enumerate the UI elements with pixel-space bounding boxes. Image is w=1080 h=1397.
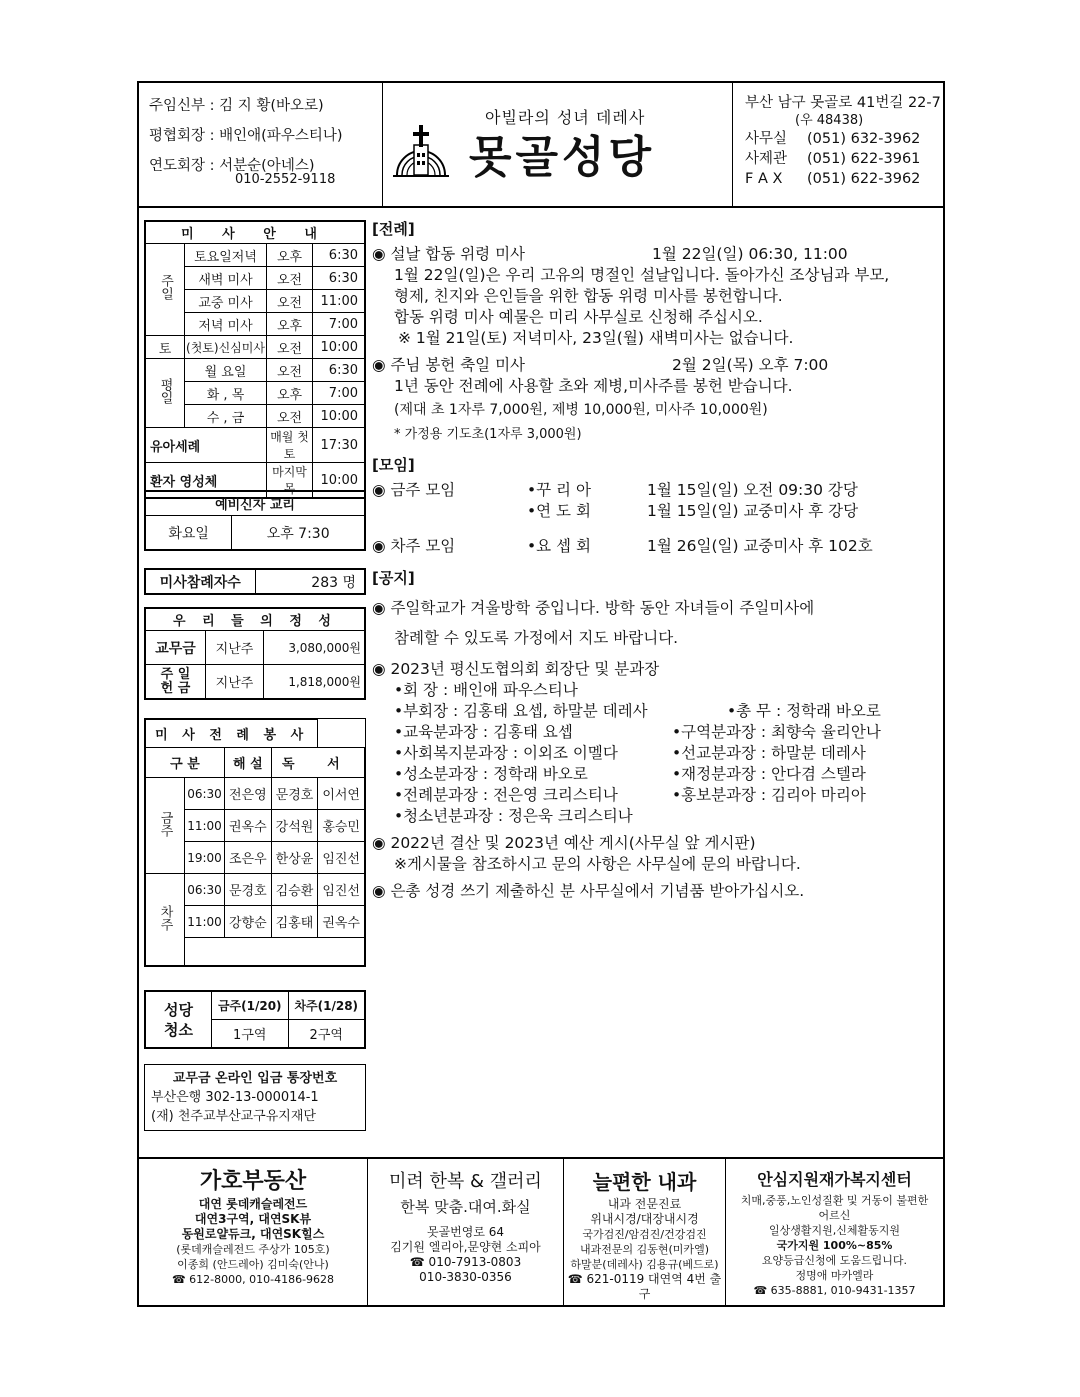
mass-name: 교중 미사 [185,290,267,313]
liturgy-heading: [전례] [372,220,415,238]
ad-line: 동원로얄듀크, 대연SK힐스 [181,1227,325,1241]
saturday-label: 토 [146,336,185,359]
mass-ampm: 오전 [267,405,313,428]
cleaning-next-week-head: 차주(1/28) [288,992,365,1020]
meeting-group: •꾸 리 아 [527,481,591,499]
catechumen-time: 오후 7:30 [232,516,365,550]
mass-ampm: 오후 [267,382,313,405]
item-title: ◉ 주님 봉헌 축일 미사 [372,356,526,374]
server-reader: 김승환 [271,874,318,906]
council-member: •성소분과장 : 정학래 바오로 [394,765,588,783]
meetings-heading: [모임] [372,456,415,474]
council-member: •부회장 : 김홍태 요셉, 하말분 데레사 [394,702,648,720]
ad-line: 어르신 [818,1209,851,1222]
mass-ampm: 오후 [267,313,313,336]
mass-time: 6:30 [313,359,365,382]
servers-title: 미 사 전 례 봉 사 [146,720,318,748]
notice-line: ◉ 주일학교가 겨울방학 중입니다. 방학 동안 자녀들이 주일미사에 [372,599,815,617]
item-date: 1월 22일(일) 06:30, 11:00 [652,245,848,263]
server-reader: 임진선 [318,874,365,906]
year-chair-phone: 010-2552-9118 [235,172,336,187]
patron-subtitle: 아빌라의 성녀 데레사 [485,108,646,127]
offering-period: 지난주 [206,631,264,665]
bulletin-frame [137,81,945,1307]
server-time: 11:00 [185,906,225,938]
ad-line: ☎ 635-8881, 010-9431-1357 [753,1284,916,1297]
ad-name: 가호부동산 [199,1169,307,1194]
this-week-meetings [372,480,942,528]
server-commentary: 문경호 [225,874,272,906]
ad-clinic [564,1159,726,1307]
ad-line: 못골번영로 64 [426,1225,505,1239]
server-reader: 권옥수 [318,906,365,938]
mass-time: 7:00 [313,313,365,336]
attendance-box [144,568,366,595]
council-member: •재정분과장 : 안다겸 스텔라 [672,765,866,783]
ad-line: 위내시경/대장내시경 [590,1212,699,1226]
empty-row [185,938,365,966]
bank-box [144,1064,366,1131]
address: 부산 남구 못골로 41번길 22-7 [745,95,941,111]
item-line: ※ 1월 21일(토) 저녁미사, 23일(월) 새벽미사는 없습니다. [398,329,794,347]
ad-realestate [139,1159,368,1307]
mass-name: 저녁 미사 [185,313,267,336]
ad-line: ☎ 612-8000, 010-4186-9628 [171,1273,335,1286]
council-member: •회 장 : 배인애 파우스티나 [394,681,578,699]
ad-line: 요양등급신청에 도움드립니다. [761,1254,908,1267]
server-time: 11:00 [185,810,225,842]
mass-ampm: 오전 [267,336,313,359]
next-week-label: 차주 [146,874,185,966]
meeting-group: •요 셉 회 [527,537,591,555]
mass-time: 7:00 [313,382,365,405]
server-commentary: 조은우 [225,842,272,874]
ad-line: 김기원 엘리아,문양현 소피아 [390,1240,541,1254]
mass-name: 화 , 목 [185,382,267,405]
offering-amount: 1,818,000원 [264,665,365,699]
server-reader: 한상윤 [271,842,318,874]
contact-info [733,83,943,206]
ad-name: 늘편한 내과 [592,1170,697,1194]
ad-care-center [726,1159,943,1307]
cleaning-box [144,990,366,1049]
main-content [372,215,942,902]
bank-title: 교무금 온라인 입금 통장번호 [172,1071,338,1086]
item-line: 1년 동안 전례에 사용할 초와 제병,미사주를 봉헌 받습니다. [394,377,793,395]
notice-line: ※게시물을 참조하시고 문의 사항은 사무실에 문의 바랍니다. [394,855,801,873]
weekday-label: 평일 [146,359,185,428]
notice-2 [372,659,942,827]
ads-footer [139,1157,943,1307]
meeting-when: 1월 15일(일) 교중미사 후 강당 [647,502,859,520]
servers-head: 독 서 [271,748,364,778]
ad-name: 미려 한복 & 갤러리 [389,1171,542,1192]
council-member: •구역분과장 : 최향숙 율리안나 [672,723,881,741]
mass-time: 10:00 [313,405,365,428]
servers-head: 구 분 [146,748,225,778]
offering-amount: 3,080,000원 [264,631,365,665]
servers-box [144,718,366,967]
item-date: 2월 2일(목) 오후 7:00 [672,356,829,374]
cleaning-label: 성당 청소 [146,992,212,1048]
ad-line: 대연 롯데캐슬레전드 [198,1197,308,1211]
item-line: (제대 초 1자루 7,000원, 제병 10,000원, 미사주 10,000원) [394,402,768,418]
server-time: 06:30 [185,778,225,810]
meeting-group: •연 도 회 [527,502,591,520]
sunday-label: 주일 [146,244,185,336]
meeting-when: 1월 15일(일) 오전 09:30 강당 [647,481,858,499]
item-line: * 가정용 기도초(1자루 3,000원) [394,427,582,442]
cleaning-next-week: 2구역 [288,1020,365,1048]
notice-title: ◉ 2023년 평신도협의회 회장단 및 분과장 [372,660,660,678]
mass-guide-title: 미 사 안 내 [146,222,365,244]
server-commentary: 전은영 [225,778,272,810]
item-line: 1월 22일(일)은 우리 고유의 명절인 설날입니다. 돌아가신 조상님과 부모, [394,266,890,284]
parish-title-block [383,83,733,206]
mass-time: 6:30 [313,244,365,267]
council-member: •사회복지분과장 : 이외조 이멜다 [394,744,618,762]
bulletin-header [139,83,943,208]
mass-time: 10:00 [313,336,365,359]
ad-line: 내과 전문진료 [607,1197,682,1211]
server-reader: 이서연 [318,778,365,810]
offering-name: 주 일 헌 금 [146,665,206,699]
notice-4: ◉ 은총 성경 쓰기 제출하신 분 사무실에서 기념품 받아가십시오. [372,882,805,900]
mass-ampm: 오후 [267,244,313,267]
sick-communion-when: 마지막 목 [267,463,313,498]
server-reader: 홍승민 [318,810,365,842]
bank-holder: (재) 천주교부산교구유지재단 [151,1109,316,1124]
ad-line: 정명애 마카엘라 [795,1269,874,1282]
mass-time: 6:30 [313,267,365,290]
mass-guide-box [144,220,366,499]
council-list [372,680,942,808]
mass-ampm: 오전 [267,290,313,313]
mass-name: 월 요일 [185,359,267,382]
church-logo-icon [393,123,449,179]
server-time: 06:30 [185,874,225,906]
ad-name: 안심지원재가복지센터 [757,1170,912,1189]
liturgy-item-1 [372,244,942,349]
council-member: •청소년분과장 : 정은욱 크리스티나 [394,807,633,825]
ad-line: 국가검진/암검진/건강검진 [582,1228,707,1241]
ad-line: 대연3구역, 대연SK뷰 [194,1212,312,1226]
pastor: 주임신부 : 김 지 황(바오로) [149,98,324,114]
ad-line: 하말분(데레사) 김용규(베드로) [570,1258,719,1271]
sick-communion-time: 10:00 [313,463,365,498]
attendance-value: 283 명 [255,570,365,594]
servers-head: 해 설 [225,748,272,778]
contact-office: 사무실 (051) 632-3962 [745,131,921,147]
council-chair: 평협회장 : 배인애(파우스티나) [149,128,343,144]
mass-ampm: 오전 [267,267,313,290]
meeting-when: 1월 26일(일) 교중미사 후 102호 [647,537,873,555]
ad-line: 이종희 (안드레아) 김미숙(안나) [177,1258,329,1271]
notice-line: 참례할 수 있도록 가정에서 지도 바랍니다. [394,629,679,647]
parish-name: 못골성당 [469,132,656,183]
meeting-label: ◉ 차주 모임 [372,537,456,555]
notices-heading: [공지] [372,569,415,587]
contact-rectory: 사제관 (051) 622-3961 [745,151,921,167]
catechumen-day: 화요일 [146,516,232,550]
ad-line: 010-3830-0356 [419,1270,512,1284]
offering-title: 우 리 들 의 정 성 [146,609,365,631]
mass-guide-table [145,221,365,498]
ad-line: 치매,중풍,노인성질환 및 거동이 불편한 [740,1194,929,1207]
mass-time: 11:00 [313,290,365,313]
liturgy-item-2 [372,355,942,445]
catechumen-box [144,490,366,551]
catechumen-title: 예비신자 교리 [146,492,365,516]
staff-info [139,83,383,206]
postal-code: (우 48438) [795,113,864,128]
ad-line: 내과전문의 김동현(미카엘) [580,1243,709,1256]
offering-period: 지난주 [206,665,264,699]
ad-line: ☎ 621-0119 대연역 4번 출구 [567,1272,722,1301]
bank-account: 부산은행 302-13-000014-1 [151,1090,319,1105]
notice-3 [372,833,942,875]
contact-fax: F A X (051) 622-3962 [745,171,921,187]
mass-name: (첫토)신심미사 [185,336,267,359]
server-reader: 강석원 [271,810,318,842]
ad-hanbok [368,1159,564,1307]
item-title: ◉ 설날 합동 위령 미사 [372,245,526,263]
offering-name: 교무금 [146,631,206,665]
notice-1 [372,593,942,653]
council-member: •총 무 : 정학래 바오로 [727,702,881,720]
cleaning-this-week: 1구역 [212,1020,289,1048]
ad-line: 국가지원 100%~85% [776,1239,893,1252]
item-line: 합동 위령 미사 예물은 미리 사무실로 신청해 주십시오. [394,308,763,326]
server-commentary: 권옥수 [225,810,272,842]
cleaning-this-week-head: 금주(1/20) [212,992,289,1020]
council-member: •교육분과장 : 김홍태 요셉 [394,723,573,741]
mass-ampm: 오전 [267,359,313,382]
server-reader: 문경호 [271,778,318,810]
attendance-label: 미사참례자수 [146,570,256,594]
ad-line: 한복 맞춤.대여.화실 [400,1198,531,1216]
notice-line: ◉ 2022년 결산 및 2023년 예산 게시(사무실 앞 게시판) [372,834,756,852]
council-member: •전례분과장 : 전은영 크리스티나 [394,786,618,804]
mass-name: 수 , 금 [185,405,267,428]
ad-line: ☎ 010-7913-0803 [409,1255,522,1269]
infant-baptism: 유아세례 [146,428,267,463]
infant-baptism-time: 17:30 [313,428,365,463]
this-week-label: 금주 [146,778,185,874]
meeting-label: ◉ 금주 모임 [372,481,456,499]
ad-line: (롯데캐슬레전드 주상가 105호) [176,1243,330,1256]
council-member: •홍보분과장 : 김리아 마리아 [672,786,866,804]
item-line: 형제, 친지와 은인들을 위한 합동 위령 미사를 봉헌합니다. [394,287,783,305]
server-reader: 임진선 [318,842,365,874]
mass-name: 토요일저녁 [185,244,267,267]
council-member: •선교분과장 : 하말분 데레사 [672,744,866,762]
server-commentary: 강향순 [225,906,272,938]
next-week-meetings [372,536,942,566]
ad-line: 일상생활지원,신체활동지원 [768,1224,900,1237]
infant-baptism-when: 매월 첫 토 [267,428,313,463]
year-chair: 연도회장 : 서분순(아네스) [149,158,315,174]
server-reader: 김홍태 [271,906,318,938]
server-time: 19:00 [185,842,225,874]
sick-communion: 환자 영성체 [146,463,267,498]
mass-name: 새벽 미사 [185,267,267,290]
offering-box [144,607,366,700]
